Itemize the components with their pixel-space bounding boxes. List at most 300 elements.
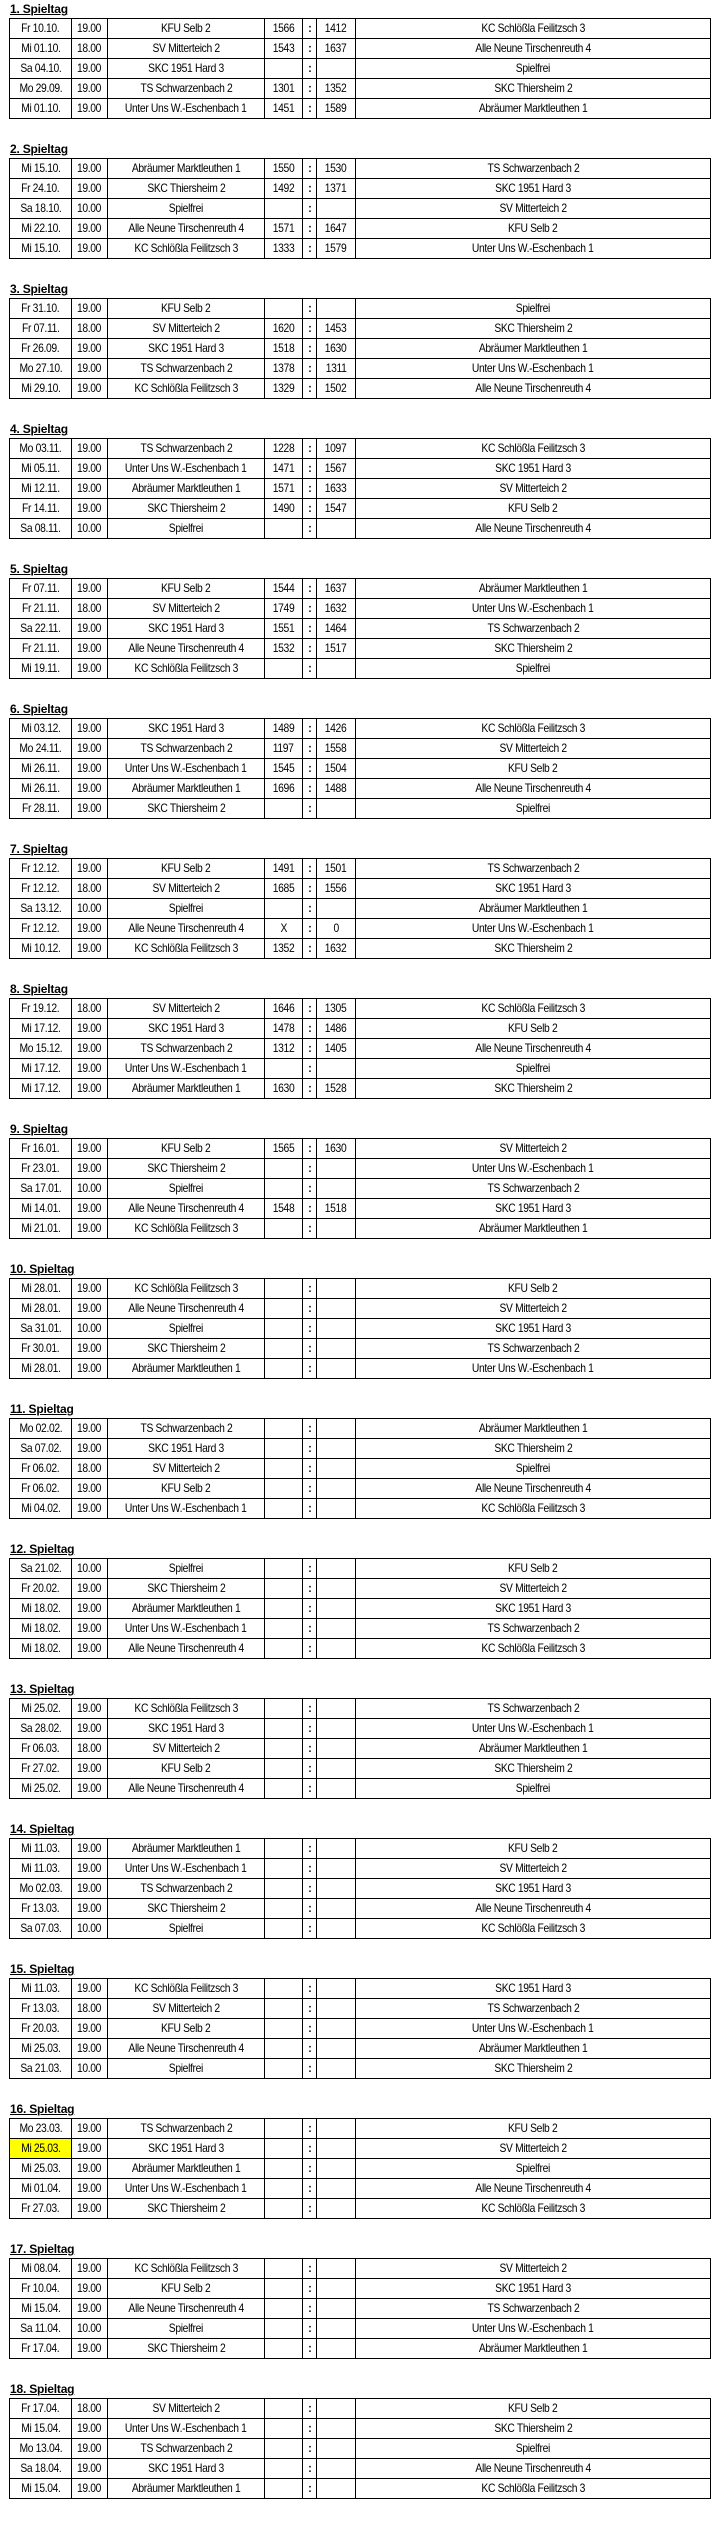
match-row: [10, 459, 711, 479]
match-time: [72, 2399, 108, 2419]
away-score: [317, 739, 356, 759]
score-separator: [303, 1419, 317, 1439]
score-separator-text: :: [307, 41, 312, 55]
away-team: [356, 219, 711, 239]
match-date: [10, 2339, 72, 2359]
home-team: [108, 859, 265, 879]
score-separator-text: :: [307, 1481, 312, 1495]
match-row: [10, 159, 711, 179]
score-separator-text: :: [307, 481, 312, 495]
away-score: [317, 39, 356, 59]
match-row: [10, 2119, 711, 2139]
match-row: [10, 1499, 711, 1519]
home-team-text: TS Schwarzenbach 2: [140, 741, 232, 755]
away-team-text: SKC 1951 Hard 3: [495, 1201, 571, 1215]
away-team: [356, 519, 711, 539]
score-separator: [303, 2399, 317, 2419]
match-time-text: 19.00: [77, 2301, 102, 2315]
match-time-text: 19.00: [77, 761, 102, 775]
matchday-table: [9, 1978, 711, 2079]
away-team: [356, 2119, 711, 2139]
home-score: [265, 1079, 303, 1099]
home-team-text: Spielfrei: [168, 1561, 204, 1575]
home-score: [265, 779, 303, 799]
matchday-title: 10. Spieltag: [10, 1262, 75, 1276]
home-score: [265, 1839, 303, 1859]
match-time: [72, 1879, 108, 1899]
match-date-text: Fr 23.01.: [21, 1161, 60, 1175]
home-team-text: Alle Neune Tirschenreuth 4: [128, 1201, 244, 1215]
away-team-text: SKC Thiersheim 2: [493, 81, 573, 95]
home-team: [108, 1339, 265, 1359]
home-team: [108, 1739, 265, 1759]
home-team-text: SKC 1951 Hard 3: [148, 721, 224, 735]
away-score-text: 1579: [325, 241, 347, 255]
score-separator-text: :: [307, 921, 312, 935]
home-score-text: 1532: [272, 641, 295, 655]
home-score: [265, 2159, 303, 2179]
match-date: [10, 439, 72, 459]
match-row: [10, 2159, 711, 2179]
score-separator: [303, 519, 317, 539]
match-row: [10, 339, 711, 359]
away-score-text: 1426: [325, 721, 347, 735]
away-team: [356, 1899, 711, 1919]
away-team: [356, 2279, 711, 2299]
match-time-text: 19.00: [77, 501, 102, 515]
matchday-title: 7. Spieltag: [10, 842, 68, 856]
match-row: [10, 499, 711, 519]
home-score: [265, 759, 303, 779]
home-team-text: KFU Selb 2: [161, 1141, 211, 1155]
match-date-text: Sa 22.11.: [20, 621, 61, 635]
away-team: [356, 2459, 711, 2479]
away-team: [356, 2299, 711, 2319]
home-team-text: TS Schwarzenbach 2: [140, 1421, 232, 1435]
score-separator: [303, 2279, 317, 2299]
match-time-text: 19.00: [77, 861, 102, 875]
match-row: [10, 1139, 711, 1159]
home-team-text: KFU Selb 2: [161, 21, 211, 35]
home-score: [265, 1019, 303, 1039]
score-separator: [303, 2299, 317, 2319]
away-score: [317, 2419, 356, 2439]
home-team: [108, 359, 265, 379]
score-separator-text: :: [307, 2061, 312, 2075]
match-time: [72, 1999, 108, 2019]
score-separator-text: :: [307, 1321, 312, 1335]
home-team-text: KC Schlößla Feilitzsch 3: [134, 1221, 238, 1235]
matchday-block-13: [0, 1680, 718, 1820]
matchday-block-8: [0, 980, 718, 1120]
match-time: [72, 1859, 108, 1879]
away-score-text: 1488: [325, 781, 347, 795]
match-row: [10, 1199, 711, 1219]
match-time-text: 19.00: [77, 2141, 102, 2155]
away-team: [356, 1439, 711, 1459]
home-score: [265, 739, 303, 759]
home-team: [108, 2179, 265, 2199]
score-separator-text: :: [307, 241, 312, 255]
match-time-text: 19.00: [77, 1861, 102, 1875]
matchday-block-2: [0, 140, 718, 280]
match-time-text: 19.00: [77, 1301, 102, 1315]
score-separator-text: :: [307, 301, 312, 315]
match-time-text: 19.00: [77, 1281, 102, 1295]
home-team: [108, 2399, 265, 2419]
match-time-text: 18.00: [77, 881, 102, 895]
home-score: [265, 1419, 303, 1439]
matchday-table: [9, 2398, 711, 2499]
match-row: [10, 1879, 711, 1899]
away-team: [356, 159, 711, 179]
matchday-block-15: [0, 1960, 718, 2100]
match-time: [72, 1279, 108, 1299]
match-time: [72, 1559, 108, 1579]
home-team: [108, 1359, 265, 1379]
away-team-text: KC Schlößla Feilitzsch 3: [481, 2201, 585, 2215]
home-team-text: SV Mitterteich 2: [152, 1461, 220, 1475]
score-separator-text: :: [307, 1221, 312, 1235]
score-separator-text: :: [307, 1461, 312, 1475]
away-score: [317, 1639, 356, 1659]
match-time-text: 19.00: [77, 1701, 102, 1715]
home-score: [265, 1139, 303, 1159]
home-team: [108, 739, 265, 759]
home-team: [108, 1319, 265, 1339]
match-date: [10, 2399, 72, 2419]
score-separator: [303, 2259, 317, 2279]
match-date: [10, 1599, 72, 1619]
home-score: [265, 339, 303, 359]
match-row: [10, 1739, 711, 1759]
match-row: [10, 1219, 711, 1239]
home-team-text: Unter Uns W.-Eschenbach 1: [125, 1501, 247, 1515]
match-date: [10, 1059, 72, 1079]
match-row: [10, 39, 711, 59]
home-team: [108, 1019, 265, 1039]
match-row: [10, 1079, 711, 1099]
away-team: [356, 1279, 711, 1299]
match-time-text: 19.00: [77, 1901, 102, 1915]
match-time-text: 19.00: [77, 1721, 102, 1735]
score-separator: [303, 2059, 317, 2079]
match-time-text: 19.00: [77, 2261, 102, 2275]
score-separator-text: :: [307, 201, 312, 215]
match-time: [72, 1159, 108, 1179]
away-team: [356, 199, 711, 219]
match-time-text: 19.00: [77, 621, 102, 635]
away-team-text: Unter Uns W.-Eschenbach 1: [472, 1721, 594, 1735]
home-team-text: KFU Selb 2: [161, 301, 211, 315]
away-score: [317, 1559, 356, 1579]
match-time-text: 18.00: [77, 1741, 102, 1755]
match-time: [72, 299, 108, 319]
away-team-text: SKC 1951 Hard 3: [495, 1981, 571, 1995]
score-separator-text: :: [307, 1841, 312, 1855]
match-time: [72, 1359, 108, 1379]
away-team-text: SKC Thiersheim 2: [493, 1761, 573, 1775]
matchday-title: 8. Spieltag: [10, 982, 68, 996]
matchday-table: [9, 1698, 711, 1799]
match-date-text: Fr 07.11.: [21, 321, 60, 335]
match-date-text: Mi 01.10.: [20, 41, 61, 55]
match-date: [10, 339, 72, 359]
home-score: [265, 2199, 303, 2219]
match-date: [10, 2039, 72, 2059]
score-separator: [303, 219, 317, 239]
match-row: [10, 1179, 711, 1199]
away-score: [317, 499, 356, 519]
home-team-text: Spielfrei: [168, 2061, 204, 2075]
score-separator-text: :: [307, 221, 312, 235]
home-team: [108, 479, 265, 499]
home-team: [108, 1719, 265, 1739]
home-score: [265, 39, 303, 59]
score-separator-text: :: [307, 501, 312, 515]
match-time: [72, 859, 108, 879]
away-team: [356, 1559, 711, 1579]
home-team: [108, 1139, 265, 1159]
score-separator-text: :: [307, 621, 312, 635]
match-date-text: Mi 28.01.: [20, 1361, 61, 1375]
home-team-text: SKC Thiersheim 2: [146, 1901, 226, 1915]
score-separator: [303, 939, 317, 959]
away-team-text: SKC 1951 Hard 3: [495, 881, 571, 895]
home-team-text: SKC 1951 Hard 3: [148, 2461, 224, 2475]
away-team: [356, 899, 711, 919]
away-score-text: 1558: [325, 741, 347, 755]
away-score: [317, 1279, 356, 1299]
match-time: [72, 1639, 108, 1659]
away-score-text: 1547: [325, 501, 347, 515]
home-score: [265, 319, 303, 339]
match-time-text: 19.00: [77, 1061, 102, 1075]
score-separator: [303, 379, 317, 399]
home-team: [108, 1619, 265, 1639]
match-date: [10, 1899, 72, 1919]
home-team-text: Unter Uns W.-Eschenbach 1: [125, 2181, 247, 2195]
score-separator-text: :: [307, 1861, 312, 1875]
score-separator-text: :: [307, 1141, 312, 1155]
matchday-title: 12. Spieltag: [10, 1542, 75, 1556]
match-date: [10, 1159, 72, 1179]
score-separator-text: :: [307, 2401, 312, 2415]
home-team: [108, 2259, 265, 2279]
home-team-text: Alle Neune Tirschenreuth 4: [128, 2041, 244, 2055]
home-score: [265, 1639, 303, 1659]
match-date-text: Mi 28.01.: [20, 1301, 61, 1315]
away-team-text: Abräumer Marktleuthen 1: [478, 901, 588, 915]
home-team-text: TS Schwarzenbach 2: [140, 2441, 232, 2455]
home-score-text: 1378: [272, 361, 295, 375]
score-separator-text: :: [307, 2461, 312, 2475]
home-team-text: SV Mitterteich 2: [152, 1741, 220, 1755]
match-date-text: Mi 15.04.: [20, 2421, 61, 2435]
match-date-text: Mo 02.03.: [19, 1881, 62, 1895]
away-team-text: SKC 1951 Hard 3: [495, 2281, 571, 2295]
match-date: [10, 1479, 72, 1499]
away-score: [317, 579, 356, 599]
match-time: [72, 1579, 108, 1599]
away-team-text: SKC Thiersheim 2: [493, 2421, 573, 2435]
home-team-text: Abräumer Marktleuthen 1: [131, 161, 241, 175]
match-row: [10, 2319, 711, 2339]
away-team-text: KC Schlößla Feilitzsch 3: [481, 441, 585, 455]
away-score: [317, 1079, 356, 1099]
match-row: [10, 619, 711, 639]
score-separator: [303, 1839, 317, 1859]
away-team-text: Spielfrei: [515, 1061, 551, 1075]
home-team-text: Unter Uns W.-Eschenbach 1: [125, 761, 247, 775]
match-date-text: Fr 28.11.: [21, 801, 60, 815]
match-time: [72, 1719, 108, 1739]
away-team-text: Abräumer Marktleuthen 1: [478, 581, 588, 595]
away-team-text: SV Mitterteich 2: [499, 1301, 567, 1315]
score-separator-text: :: [307, 761, 312, 775]
match-date-text: Mo 13.04.: [19, 2441, 62, 2455]
match-date: [10, 859, 72, 879]
home-score: [265, 2179, 303, 2199]
home-score: [265, 519, 303, 539]
home-team-text: TS Schwarzenbach 2: [140, 361, 232, 375]
away-score-text: 1567: [325, 461, 347, 475]
score-separator-text: :: [307, 1901, 312, 1915]
away-team-text: Alle Neune Tirschenreuth 4: [475, 781, 591, 795]
score-separator-text: :: [307, 2001, 312, 2015]
match-time-text: 19.00: [77, 2041, 102, 2055]
match-date-text: Mi 19.11.: [21, 661, 60, 675]
match-time: [72, 919, 108, 939]
match-time-text: 10.00: [77, 901, 102, 915]
match-row: [10, 2399, 711, 2419]
match-time: [72, 99, 108, 119]
home-team: [108, 2439, 265, 2459]
score-separator-text: :: [307, 2421, 312, 2435]
score-separator: [303, 2139, 317, 2159]
away-score: [317, 799, 356, 819]
match-time: [72, 639, 108, 659]
home-score: [265, 1459, 303, 1479]
home-team-text: KC Schlößla Feilitzsch 3: [134, 1701, 238, 1715]
match-time: [72, 1839, 108, 1859]
away-team-text: SV Mitterteich 2: [499, 1141, 567, 1155]
away-team: [356, 1359, 711, 1379]
match-date: [10, 1139, 72, 1159]
home-score: [265, 499, 303, 519]
match-time-text: 19.00: [77, 2021, 102, 2035]
matchday-title: 11. Spieltag: [10, 1402, 74, 1416]
score-separator-text: :: [307, 641, 312, 655]
score-separator-text: :: [307, 81, 312, 95]
match-row: [10, 639, 711, 659]
away-score-text: 1647: [325, 221, 347, 235]
score-separator: [303, 2339, 317, 2359]
home-team-text: Alle Neune Tirschenreuth 4: [128, 2301, 244, 2315]
match-date-text: Fr 19.12.: [21, 1001, 60, 1015]
home-team-text: SKC 1951 Hard 3: [148, 621, 224, 635]
away-score-text: 1311: [325, 361, 347, 375]
away-team-text: KC Schlößla Feilitzsch 3: [481, 21, 585, 35]
home-score-text: 1571: [272, 481, 295, 495]
home-score: [265, 659, 303, 679]
match-date: [10, 1499, 72, 1519]
match-row: [10, 999, 711, 1019]
match-time-text: 19.00: [77, 1501, 102, 1515]
away-team-text: SKC 1951 Hard 3: [495, 1601, 571, 1615]
home-score-text: 1518: [272, 341, 295, 355]
home-score: [265, 179, 303, 199]
match-time-text: 18.00: [77, 601, 102, 615]
home-score: [265, 899, 303, 919]
score-separator: [303, 619, 317, 639]
score-separator-text: :: [307, 1361, 312, 1375]
score-separator: [303, 2439, 317, 2459]
score-separator-text: :: [307, 1641, 312, 1655]
score-separator: [303, 1339, 317, 1359]
away-score: [317, 2179, 356, 2199]
score-separator: [303, 1979, 317, 1999]
away-team: [356, 499, 711, 519]
matchday-title: 5. Spieltag: [10, 562, 68, 576]
away-team-text: TS Schwarzenbach 2: [487, 621, 579, 635]
match-time-text: 19.00: [77, 2421, 102, 2435]
away-team: [356, 459, 711, 479]
match-row: [10, 599, 711, 619]
home-team-text: SKC 1951 Hard 3: [148, 1721, 224, 1735]
away-team-text: KC Schlößla Feilitzsch 3: [481, 2481, 585, 2495]
match-time-text: 19.00: [77, 2181, 102, 2195]
match-date-text: Mi 18.02.: [20, 1621, 61, 1635]
match-time: [72, 1059, 108, 1079]
home-score: [265, 2139, 303, 2159]
score-separator: [303, 1059, 317, 1079]
home-score: [265, 59, 303, 79]
away-team: [356, 79, 711, 99]
away-score-text: 1518: [325, 1201, 347, 1215]
home-score: [265, 2299, 303, 2319]
away-team: [356, 1599, 711, 1619]
match-row: [10, 739, 711, 759]
score-separator-text: :: [307, 21, 312, 35]
home-score: [265, 939, 303, 959]
match-date-text: Mo 27.10.: [19, 361, 62, 375]
home-team-text: Spielfrei: [168, 1321, 204, 1335]
home-score: [265, 79, 303, 99]
away-score-text: 1486: [325, 1021, 347, 1035]
home-team-text: SKC Thiersheim 2: [146, 801, 226, 815]
away-score: [317, 2259, 356, 2279]
away-score-text: 0: [333, 921, 339, 935]
match-date: [10, 319, 72, 339]
home-score: [265, 2259, 303, 2279]
home-score: [265, 1219, 303, 1239]
score-separator: [303, 599, 317, 619]
match-time: [72, 599, 108, 619]
away-score: [317, 1859, 356, 1879]
away-team: [356, 2039, 711, 2059]
match-time: [72, 1419, 108, 1439]
away-team: [356, 2339, 711, 2359]
match-time: [72, 2299, 108, 2319]
match-time-text: 19.00: [77, 2481, 102, 2495]
home-score: [265, 1299, 303, 1319]
match-date: [10, 1699, 72, 1719]
score-separator: [303, 2479, 317, 2499]
match-row: [10, 939, 711, 959]
away-team: [356, 1079, 711, 1099]
away-score: [317, 859, 356, 879]
